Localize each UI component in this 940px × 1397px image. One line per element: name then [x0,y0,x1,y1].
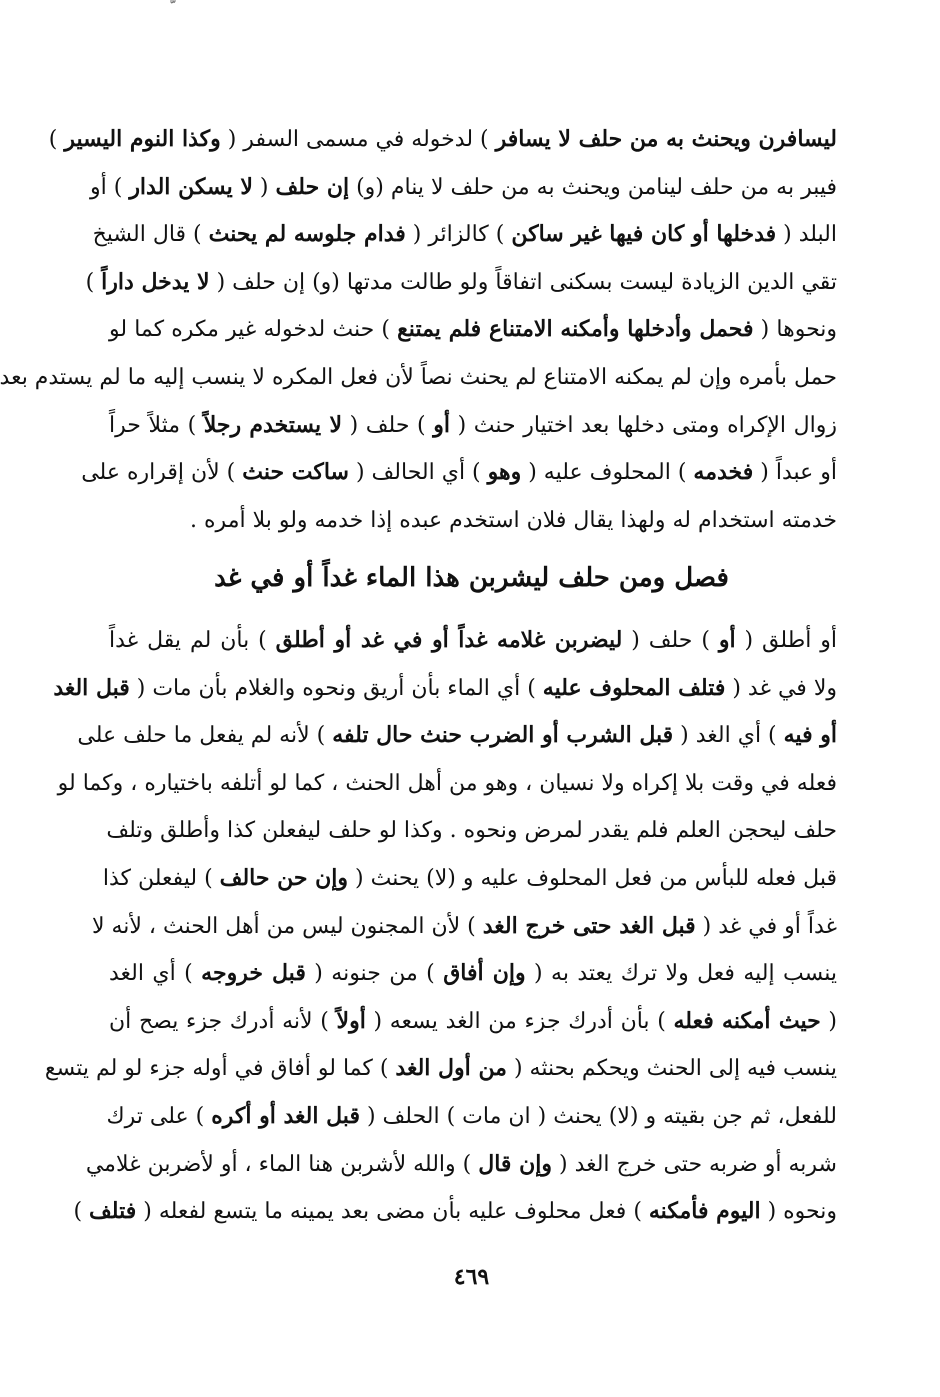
section-heading: فصل ومن حلف ليشربن هذا الماء غداً أو في غد [214,563,729,593]
paragraph-2 [44,617,838,1236]
text-line: ينسب فيه إلى الحنث ويحكم بحنثه ( من أول الغد ) كما لو أفاق في أوله جزء لو لم يتسع [44,1055,837,1082]
text-line: ونحوه ( اليوم فأمكنه ) فعل محلوف عليه بأن مضى بعد يمينه ما يتسع لفعله ( فتلف ) [73,1198,837,1225]
text-line: فيبر به من حلف لينامن ويحنث به من حلف لا ينام (و) إن حلف ( لا يسكن الدار ) أو [90,173,837,200]
text-line: خدمته استخدام له ولهذا يقال فلان استخدم عبده إذا خدمه ولو بلا أمره . [190,507,837,533]
text-line: ( حيث أمكنه فعله ) بأن أدرك جزء من الغد يسعه ( أولاً ) لأنه أدرك جزء يصح أن [109,1007,837,1034]
text-line: أو فيه ) أي الغد ( قبل الشرب أو الضرب حنث حال تلفه ) لأنه لم يفعل ما حلف على [77,722,837,749]
text-line: ليسافرن ويحنث به من حلف لا يسافر ) لدخوله في مسمى السفر ( وكذا النوم اليسير ) [48,126,837,152]
text-line: ونحوها ( فحمل وأدخلها وأمكنه الامتناع فلم يمتنع ) حنث لدخوله غير مكره كما لو [109,316,838,343]
text-line: حلف ليحجن العلم فلم يقدر لمرض ونحوه . وكذا لو حلف ليفعلن كذا وأطلق وتلف [106,818,837,844]
text-line: البلد ( فدخلها أو كان فيها غير ساكن ) كالزائر ( فدام جلوسه لم يحنث ) قال الشيخ [92,221,837,248]
text-line: ولا في غد ( فتلف المحلوف عليه ) أي الماء بأن أريق ونحوه والغلام بأن مات ( قبل الغد [53,674,837,701]
text-line: فعله في وقت بلا إكراه ولا نسيان ، وهو من أهل الحنث ، كما لو أتلفه باختياره ، وكما لو [57,770,837,796]
text-line: شربه أو ضربه حتى خرج الغد ( وإن قال ) والله لأشربن هنا الماء ، أو لأضربن غلامي [85,1150,837,1177]
text-line: قبل فعله للبأس من فعل المحلوف عليه و (لا) يحنث ( وإن حن حالف ) ليفعلن كذا [102,864,837,891]
paragraph-1 [0,116,838,544]
text-line: تقي الدين الزيادة ليست بسكنى اتفاقاً ولو طالت مدتها (و) إن حلف ( لا يدخل داراً ) [85,268,837,295]
page-number: ٤٦٩ [453,1264,490,1290]
text-line: غداً أو في غد ( قبل الغد حتى خرج الغد ) لأن المجنون ليس من أهل الحنث ، لأنه لا [91,912,837,939]
text-line: أو عبداً ( فخدمه ) المحلوف عليه ( وهو ) أي الحالف ( ساكت حنث ) لأن إقراره على [81,459,837,486]
text-line: أو أطلق ( أو ) حلف ( ليضربن غلامه غداً أو في غد أو أطلق ) بأن لم يقل غداً [109,627,837,653]
text-line: زوال الإكراه ومتى دخلها بعد اختيار حنث ( أو ) حلف ( لا يستخدم رجلاً ) مثلاً حراً [109,411,837,438]
text-line: ينسب إليه فعل ولا ترك يعتد به ( وإن أفاق ) من جنونه ( قبل خروجه ) أي الغد [109,960,838,987]
text-line: حمل بأمره وإن لم يمكنه الامتناع لم يحنث نصاً لأن فعل المكره لا ينسب إليه ما لم يستدم بعد [0,364,837,390]
text-line: للفعل، ثم جن بقيته و (لا) يحنث ( ان مات ) الحلف ( قبل الغد أو أكره ) على ترك [106,1102,837,1129]
